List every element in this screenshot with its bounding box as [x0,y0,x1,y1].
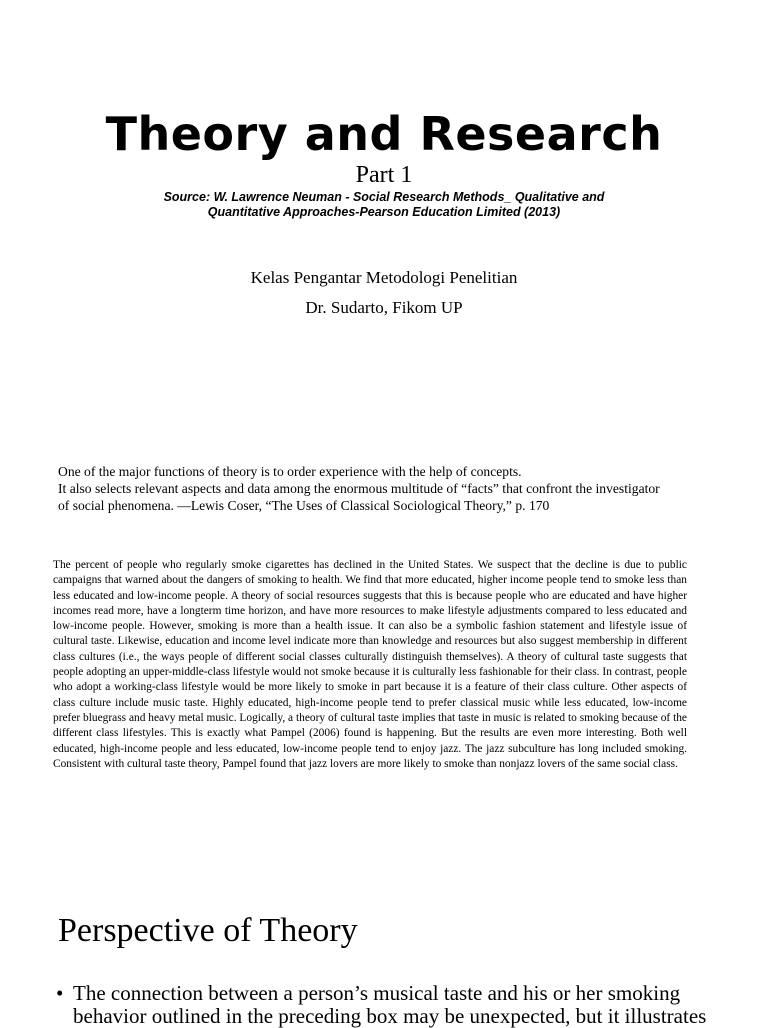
source-line: Source: W. Lawrence Neuman - Social Research Methods_ Qualitative and [163,190,605,204]
bullet-list [56,982,716,1028]
source-citation [104,190,664,220]
bullet-item [56,982,716,1028]
quote-line: One of the major functions of theory is to order experience with the help of concepts. [58,464,522,479]
bullet-text: The connection between a person’s musical taste and his or her smoking behavior outlined in the preceding box may be unexpected, but it illustrates [73,981,707,1028]
course-name: Kelas Pengantar Metodologi Penelitian [250,268,518,287]
slide-subtitle: Part 1 [355,162,413,188]
example-passage: The percent of people who regularly smoke cigarettes has declined in the United States. We suspect that the decline is due to public campaigns that warned about the dangers of smoking to health. We find that more educated, higher income people tend to smoke less than less educated and low-income people. A theory of social resources suggests that this is because people who are educated and have higher incomes read more, have a longterm time horizon, and have more resources to make lifestyle adjustments compared to less educated and low-income people. However, smoking is more than a health issue. It can also be a symbolic fashion statement and lifestyle issue of cultural taste. Likewise, education and income level indicate more than knowledge and resources but also suggest membership in different class cultures (i.e., the ways people of different social classes culturally distinguish themselves). A theory of cultural taste suggests that people adopting an upper-middle-class lifestyle would not smoke because it is culturally less fashionable for their class. In contrast, people who adopt a working-class lifestyle would be more likely to smoke in part because it is a feature of their class culture. Other aspects of class culture include music taste. Highly educated, high-income people tend to prefer classical music while less educated, low-income prefer bluegrass and heavy metal music. Logically, a theory of cultural taste implies that taste in music is related to smoking because of the different class lifestyles. This is exactly what Pampel (2006) found is happening. But the results are even more interesting. Both well educated, high-income people and less educated, low-income people tend to enjoy jazz. The jazz subculture has long included smoking. Consistent with cultural taste theory, Pampel found that jazz lovers are more likely to smoke than nonjazz lovers of the same social class. [53,559,687,770]
slide-title: Theory and Research [105,107,663,161]
epigraph-quote [58,463,708,514]
bullet-icon: • [56,981,64,1005]
quote-line: It also selects relevant aspects and data among the enormous multitude of “facts” that confront the investigator [58,481,660,496]
quote-line: of social phenomena. —Lewis Coser, “The Uses of Classical Sociological Theory,” p. 170 [58,498,550,513]
section-heading: Perspective of Theory [58,912,358,949]
lecturer-name: Dr. Sudarto, Fikom UP [305,298,463,317]
source-line: Quantitative Approaches-Pearson Education Limited (2013) [207,205,561,219]
